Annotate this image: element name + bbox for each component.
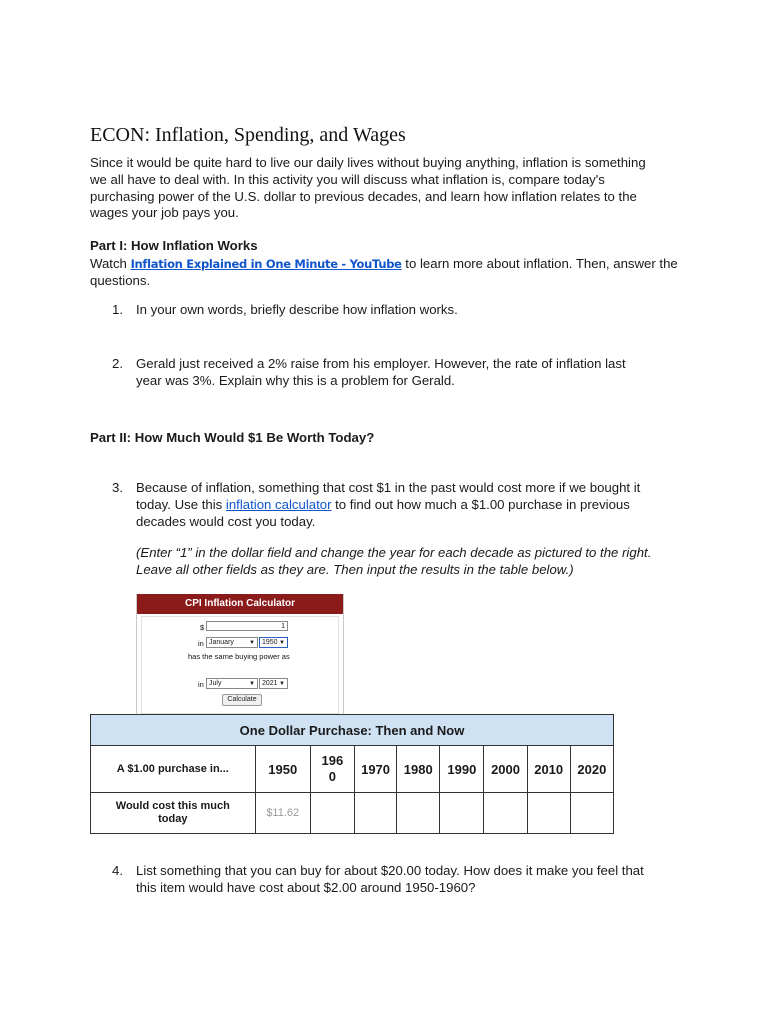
row-label-cost: Would cost this much today xyxy=(91,793,256,834)
value-cell[interactable] xyxy=(354,793,396,834)
q4-line: this item would have cost about $2.00 around 1950-1960? xyxy=(136,879,476,895)
row-label-purchase: A $1.00 purchase in... xyxy=(91,746,256,793)
value-cell[interactable] xyxy=(310,793,354,834)
year-select-1: 1950 ▼ xyxy=(259,637,288,648)
value-cell[interactable] xyxy=(440,793,484,834)
cpi-calculator-image xyxy=(136,594,344,715)
intro-line: Since it would be quite hard to live our daily lives without buying anything, inflation is something xyxy=(90,155,646,170)
intro-line: wages your job pays you. xyxy=(90,205,239,221)
in-label: in xyxy=(198,639,204,648)
year-cell: 196 0 xyxy=(310,746,354,793)
dollar-sign: $ xyxy=(200,623,205,632)
year-cell: 1980 xyxy=(397,746,440,793)
table-title: One Dollar Purchase: Then and Now xyxy=(91,715,614,746)
table-row xyxy=(91,793,614,834)
q1-text xyxy=(136,302,458,319)
q3-line2-prefix: today. Use this xyxy=(136,496,226,512)
q3-italic-line: Leave all other fields as they are. Then input the results in the table below.) xyxy=(136,561,574,577)
watch-instructions xyxy=(90,256,690,290)
q3-line: decades would cost you today. xyxy=(136,513,316,529)
watch-prefix: Watch xyxy=(90,256,131,271)
q4-line: List something that you can buy for about $20.00 today. How does it make you feel that xyxy=(136,863,644,878)
year-cell: 2000 xyxy=(484,746,527,793)
q4-number: 4. xyxy=(112,863,123,878)
q2-line: year was 3%. Explain why this is a problem for Gerald. xyxy=(136,372,455,388)
same-power-text: has the same buying power as xyxy=(188,652,290,661)
intro-paragraph xyxy=(90,155,690,222)
q3-italic-line: (Enter “1” in the dollar field and change the year for each decade as pictured to the right. xyxy=(136,545,652,560)
chevron-down-icon: ▼ xyxy=(279,640,285,646)
one-dollar-table xyxy=(90,714,614,834)
q1-line: In your own words, briefly describe how inflation works. xyxy=(136,302,458,317)
chevron-down-icon: ▼ xyxy=(279,681,285,687)
page-title: ECON: Inflation, Spending, and Wages xyxy=(90,124,406,146)
youtube-link[interactable]: Inflation Explained in One Minute - YouTube xyxy=(130,257,402,271)
q2-line: Gerald just received a 2% raise from his employer. However, the rate of inflation last xyxy=(136,356,626,371)
calculator-body xyxy=(141,616,339,714)
year-cell: 1990 xyxy=(440,746,484,793)
year-cell: 2010 xyxy=(527,746,570,793)
chevron-down-icon: ▼ xyxy=(249,681,255,687)
watch-line2: questions. xyxy=(90,272,151,288)
table-row xyxy=(91,746,614,793)
intro-line: we all have to deal with. In this activity you will discuss what inflation is, compare today's xyxy=(90,171,605,187)
inflation-calculator-link[interactable]: inflation calculator xyxy=(225,496,332,512)
intro-line: purchasing power of the U.S. dollar to previous decades, and learn how inflation relates to the xyxy=(90,188,637,204)
year-cell: 1970 xyxy=(354,746,396,793)
q2-number: 2. xyxy=(112,356,123,371)
q1-number: 1. xyxy=(112,302,123,317)
part1-heading: Part I: How Inflation Works xyxy=(90,238,258,253)
q3-text xyxy=(136,480,640,530)
chevron-down-icon: ▼ xyxy=(249,640,255,646)
value-cell[interactable] xyxy=(397,793,440,834)
value-cell[interactable] xyxy=(484,793,527,834)
value-cell[interactable] xyxy=(527,793,570,834)
amount-input: 1 xyxy=(206,621,288,631)
year-select-2: 2021 ▼ xyxy=(259,678,288,689)
table-header-row xyxy=(91,715,614,746)
q3-number: 3. xyxy=(112,480,123,495)
value-cell[interactable] xyxy=(570,793,613,834)
year-cell: 1950 xyxy=(255,746,310,793)
q2-text xyxy=(136,356,626,390)
q3-instructions xyxy=(136,545,651,579)
q4-text xyxy=(136,863,644,897)
q3-line2-suffix: to find out how much a $1.00 purchase in previous xyxy=(331,496,630,512)
part2-heading: Part II: How Much Would $1 Be Worth Today? xyxy=(90,430,375,445)
value-cell[interactable]: $11.62 xyxy=(255,793,310,834)
calculate-button: Calculate xyxy=(222,694,262,706)
in-label-2: in xyxy=(198,680,204,689)
calculator-title: CPI Inflation Calculator xyxy=(137,594,343,614)
year-cell: 2020 xyxy=(570,746,613,793)
month-select-2: July ▼ xyxy=(206,678,258,689)
watch-suffix: to learn more about inflation. Then, answer the xyxy=(401,256,678,271)
q3-line: Because of inflation, something that cost $1 in the past would cost more if we bought it xyxy=(136,480,641,495)
month-select-1: January ▼ xyxy=(206,637,258,648)
